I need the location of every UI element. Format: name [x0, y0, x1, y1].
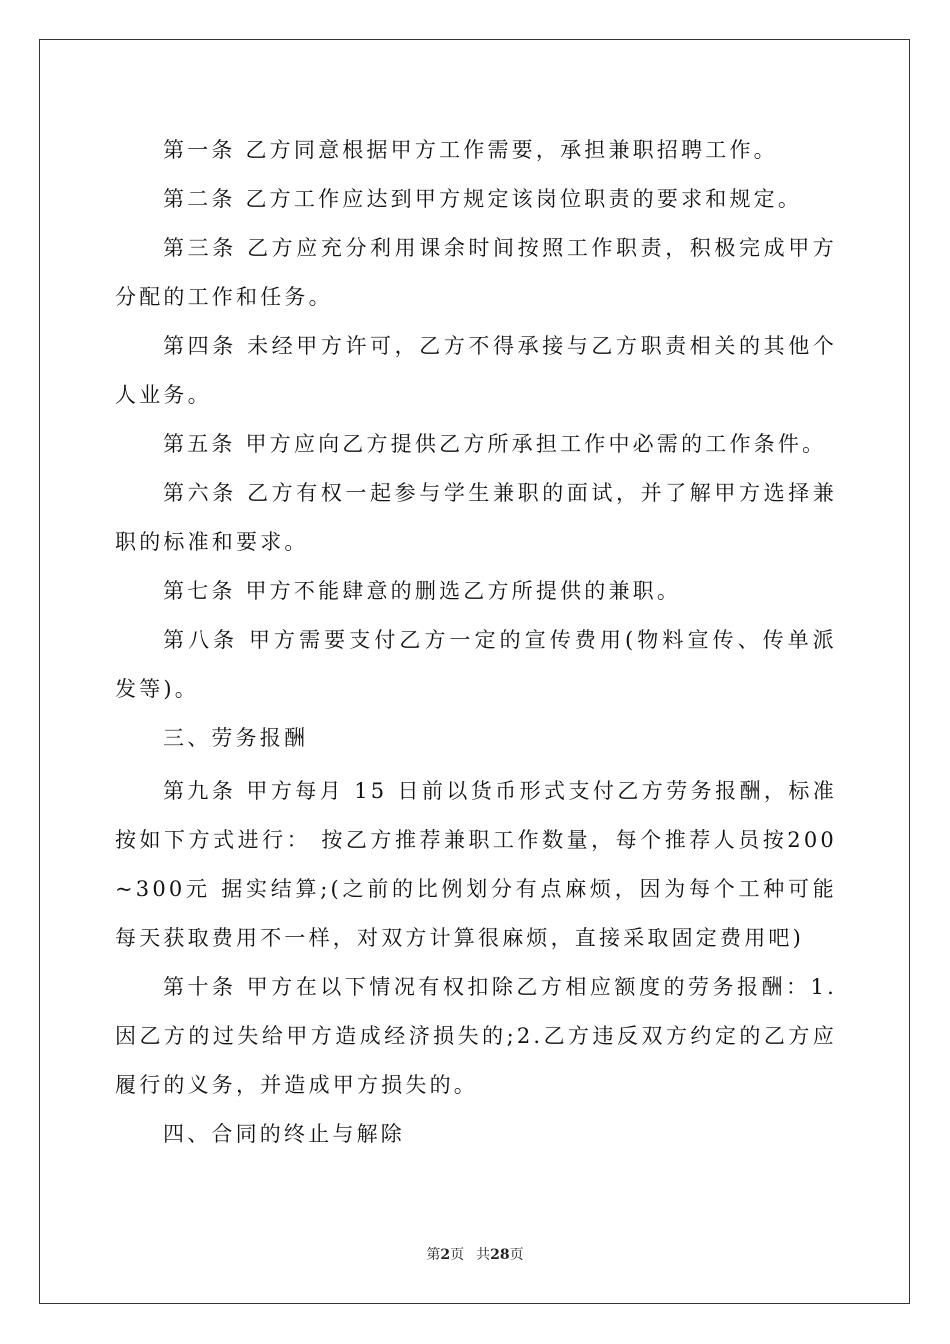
article-8: 第八条 甲方需要支付乙方一定的宣传费用(物料宣传、传单派发等)。	[115, 628, 837, 701]
article-9: 第九条 甲方每月 15 日前以货币形式支付乙方劳务报酬，标准按如下方式进行： 按乙方推荐兼职工作数量，每个推荐人员按200~300元 据实结算;(之前的比例划分有点麻烦，因为每个工种可能每天获取费用不一样，对双方计算很麻烦，直接采取固定费用吧)	[115, 779, 837, 950]
section-heading-remuneration: 三、劳务报酬	[163, 726, 309, 750]
article-4: 第四条 未经甲方许可，乙方不得承接与乙方职责相关的其他个人业务。	[115, 334, 837, 407]
footer-total-suffix: 页	[509, 1247, 524, 1263]
article-10: 第十条 甲方在以下情况有权扣除乙方相应额度的劳务报酬：1.因乙方的过失给甲方造成经济损失的;2.乙方违反双方约定的乙方应履行的义务，并造成甲方损失的。	[115, 975, 837, 1097]
article-1: 第一条 乙方同意根据甲方工作需要，承担兼职招聘工作。	[163, 138, 778, 162]
article-7: 第七条 甲方不能肆意的删选乙方所提供的兼职。	[163, 579, 682, 603]
article-5: 第五条 甲方应向乙方提供乙方所承担工作中必需的工作条件。	[163, 432, 827, 456]
footer-page-suffix: 页	[450, 1247, 465, 1263]
article-3: 第三条 乙方应充分利用课余时间按照工作职责，积极完成甲方分配的工作和任务。	[115, 236, 837, 309]
footer-total-number: 28	[490, 1247, 510, 1263]
document-body	[115, 126, 837, 1163]
footer-page-prefix: 第	[426, 1247, 441, 1263]
page-footer	[0, 1244, 950, 1264]
section-heading-termination: 四、合同的终止与解除	[163, 1122, 405, 1146]
article-2: 第二条 乙方工作应达到甲方规定该岗位职责的要求和规定。	[163, 187, 803, 211]
footer-total-prefix: 共	[476, 1247, 491, 1263]
footer-page-number: 2	[440, 1247, 451, 1263]
article-6: 第六条 乙方有权一起参与学生兼职的面试，并了解甲方选择兼职的标准和要求。	[115, 481, 837, 554]
